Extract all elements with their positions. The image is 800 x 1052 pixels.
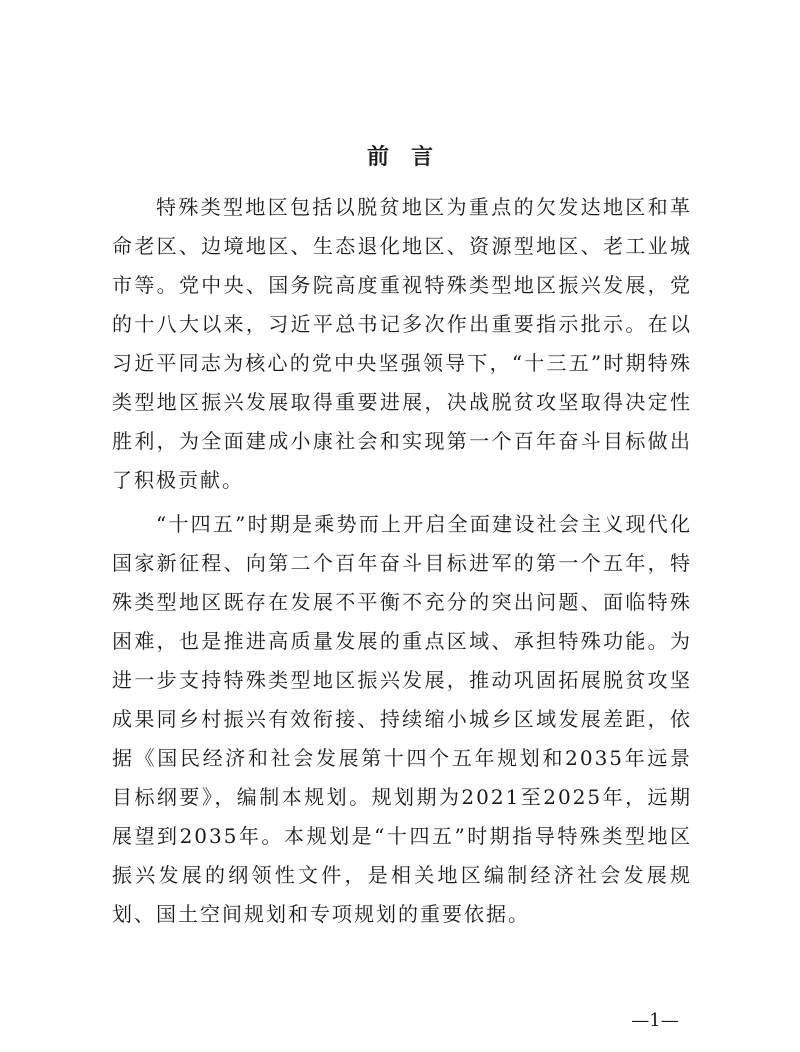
document-body [112,188,692,934]
paragraph-2: “十四五”时期是乘势而上开启全面建设社会主义现代化国家新征程、向第二个百年奋斗目标进军的第一个五年，特殊类型地区既存在发展不平衡不充分的突出问题、面临特殊困难，也是推进高质量发展的重点区域、承担特殊功能。为进一步支持特殊类型地区振兴发展，推动巩固拓展脱贫攻坚成果同乡村振兴有效衔接、持续缩小城乡区域发展差距，依据《国民经济和社会发展第十四个五年规划和2035年远景目标纲要》，编制本规划。规划期为2021至2025年，远期展望到2035年。本规划是“十四五”时期指导特殊类型地区振兴发展的纲领性文件，是相关地区编制经济社会发展规划、国土空间规划和专项规划的重要依据。 [112,512,692,926]
paragraph-1: 特殊类型地区包括以脱贫地区为重点的欠发达地区和革命老区、边境地区、生态退化地区、资源型地区、老工业城市等。党中央、国务院高度重视特殊类型地区振兴发展，党的十八大以来，习近平总书记多次作出重要指示批示。在以习近平同志为核心的党中央坚强领导下，“十三五”时期特殊类型地区振兴发展取得重要进展，决战脱贫攻坚取得决定性胜利，为全面建成小康社会和实现第一个百年奋斗目标做出了积极贡献。 [112,195,692,492]
page-number: —1— [631,1010,679,1031]
document-title: 前言 [366,144,455,170]
